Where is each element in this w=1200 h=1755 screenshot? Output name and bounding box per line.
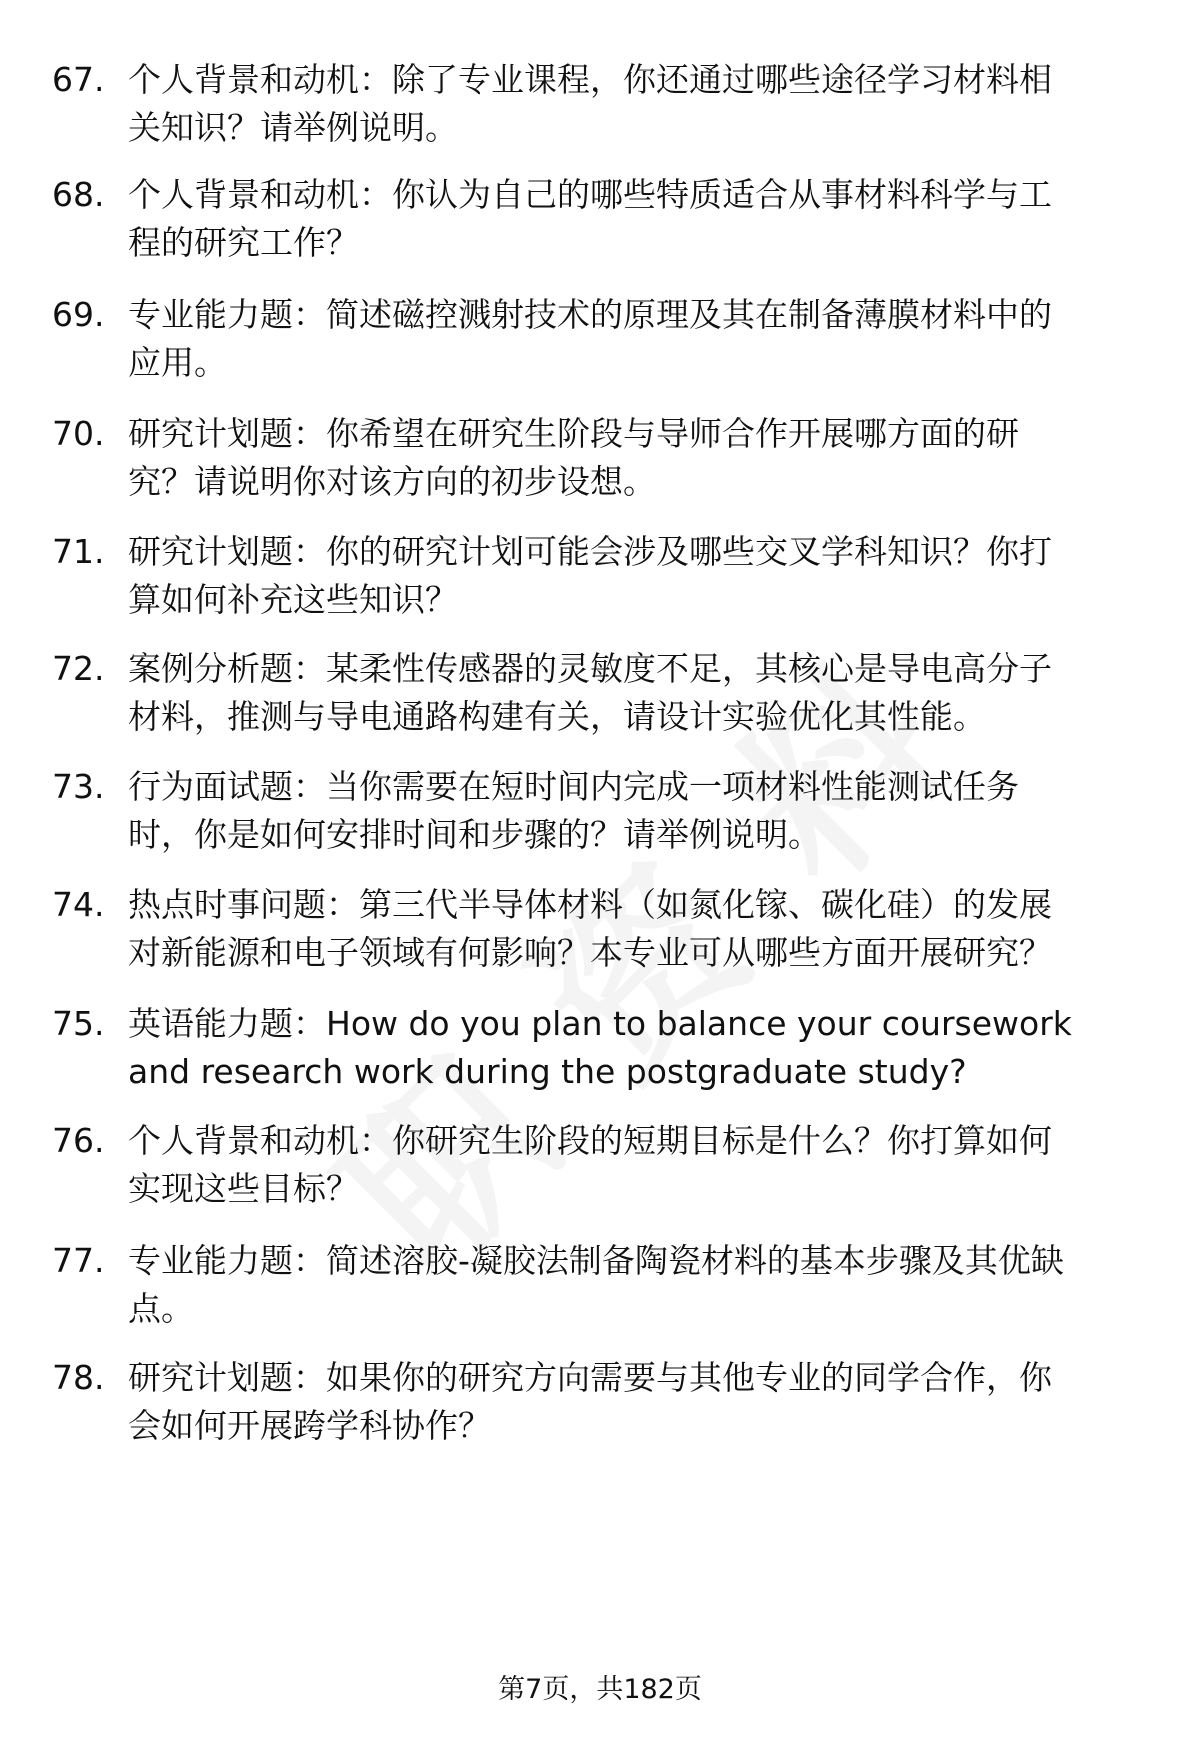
question-text <box>128 1354 1158 1450</box>
question-line: 材料，推测与导电通路构建有关，请设计实验优化其性能。 <box>128 697 986 736</box>
question-line: 英语能力题：How do you plan to balance your coursework <box>128 1004 1072 1043</box>
question-line: 研究计划题：你希望在研究生阶段与导师合作开展哪方面的研 <box>128 414 1019 453</box>
question-line: 实现这些目标？ <box>128 1169 359 1208</box>
question-line: 案例分析题：某柔性传感器的灵敏度不足，其核心是导电高分子 <box>128 649 1052 688</box>
question-text <box>128 1117 1158 1213</box>
question-line: 究？请说明你对该方向的初步设想。 <box>128 462 656 501</box>
question-line: 个人背景和动机：你研究生阶段的短期目标是什么？你打算如何 <box>128 1121 1052 1160</box>
question-number: 76. <box>52 1121 105 1160</box>
question-line: 对新能源和电子领域有何影响？本专业可从哪些方面开展研究？ <box>128 933 1052 972</box>
question-number: 73. <box>52 767 105 806</box>
question-line: and research work during the postgraduate study? <box>128 1052 967 1091</box>
question-line: 关知识？请举例说明。 <box>128 108 458 147</box>
question-line: 应用。 <box>128 343 227 382</box>
question-text <box>128 1237 1158 1333</box>
question-number: 74. <box>52 885 105 924</box>
question-text <box>128 171 1158 267</box>
question-line: 个人背景和动机：除了专业课程，你还通过哪些途径学习材料相 <box>128 60 1052 99</box>
page-footer: 第7页，共182页 <box>498 1674 702 1705</box>
question-number: 77. <box>52 1241 105 1280</box>
question-text <box>128 528 1158 624</box>
question-number: 69. <box>52 295 105 334</box>
question-line: 研究计划题：如果你的研究方向需要与其他专业的同学合作，你 <box>128 1358 1052 1397</box>
question-text <box>128 881 1158 977</box>
question-number: 78. <box>52 1358 105 1397</box>
question-number: 67. <box>52 60 105 99</box>
question-line: 程的研究工作？ <box>128 223 359 262</box>
question-number: 75. <box>52 1004 105 1043</box>
question-line: 专业能力题：简述溶胶-凝胶法制备陶瓷材料的基本步骤及其优缺 <box>128 1241 1064 1280</box>
question-line: 行为面试题：当你需要在短时间内完成一项材料性能测试任务 <box>128 767 1019 806</box>
question-text <box>128 291 1158 387</box>
question-text <box>128 763 1158 859</box>
question-number: 68. <box>52 175 105 214</box>
question-line: 会如何开展跨学科协作？ <box>128 1406 491 1445</box>
question-line: 点。 <box>128 1289 194 1328</box>
question-line: 时，你是如何安排时间和步骤的？请举例说明。 <box>128 815 821 854</box>
question-line: 个人背景和动机：你认为自己的哪些特质适合从事材料科学与工 <box>128 175 1052 214</box>
question-text <box>128 645 1158 741</box>
question-text <box>128 56 1158 152</box>
question-number: 71. <box>52 532 105 571</box>
question-text <box>128 1000 1158 1096</box>
question-number: 70. <box>52 414 105 453</box>
question-line: 研究计划题：你的研究计划可能会涉及哪些交叉学科知识？你打 <box>128 532 1052 571</box>
question-number: 72. <box>52 649 105 688</box>
question-text <box>128 410 1158 506</box>
question-line: 算如何补充这些知识？ <box>128 580 458 619</box>
question-line: 专业能力题：简述磁控溅射技术的原理及其在制备薄膜材料中的 <box>128 295 1052 334</box>
question-line: 热点时事问题：第三代半导体材料（如氮化镓、碳化硅）的发展 <box>128 885 1052 924</box>
